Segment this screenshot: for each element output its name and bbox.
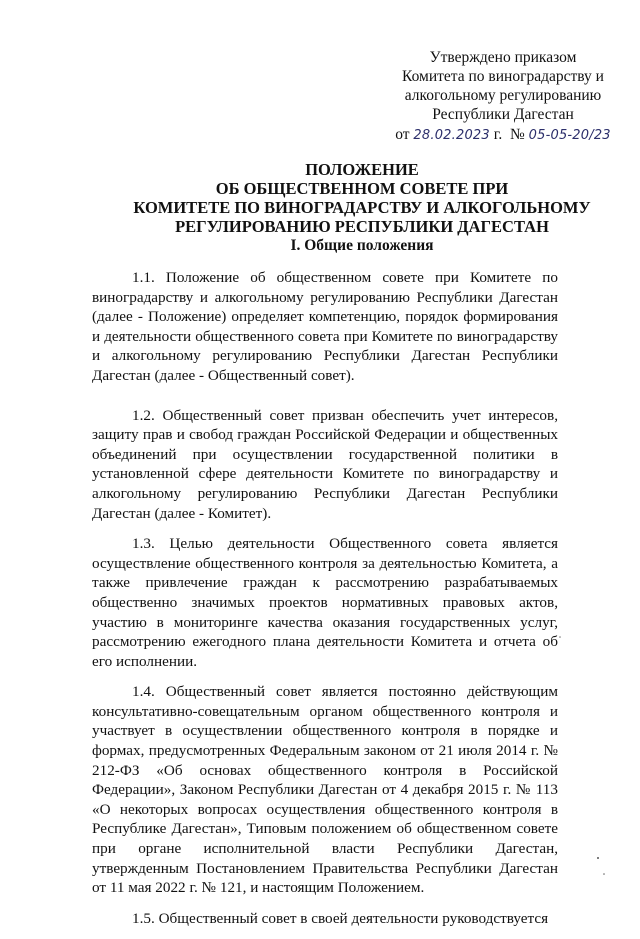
approval-line-2: Комитета по виноградарству и xyxy=(402,68,604,85)
number-label: № xyxy=(509,126,525,143)
paragraph-1-4: 1.4. Общественный совет является постоянно действующим консультативно-совещательным органом общественного контроля и участвует в осуществлении общественного контроля в порядке и формах, предусмотренных Федеральным законом от 21 июля 2014 г. № 212-ФЗ «Об основах общественного контроля в Российской Федерации», Законом Республики Дагестан от 4 декабря 2015 г. № 113 «О некоторых вопросах осуществления общественного контроля в Республике Дагестан», Типовым положением об общественном совете при органе исполнительной власти Республики Дагестан, утвержденным Постановлением Правительства Республики Дагестан от 11 мая 2022 г. № 121, и настоящим Положением. xyxy=(92,683,558,897)
paragraph-1-5: 1.5. Общественный совет в своей деятельности руководствуется xyxy=(132,909,549,927)
scan-speck xyxy=(603,873,605,875)
paragraph-1-1: 1.1. Положение об общественном совете при Комитете по виноградарству и алкогольному регулированию Республики Дагестан (далее - Положение) определяет компетенцию, порядок формирования и деятельности общественного совета при Комитете по виноградарству и алкогольному регулированию Республики Дагестан Республики Дагестан (далее - Общественный совет). xyxy=(92,269,558,384)
approval-line-3: алкогольному регулированию xyxy=(404,87,602,104)
title-line-3: КОМИТЕТЕ ПО ВИНОГРАДАРСТВУ И АЛКОГОЛЬНОМУ xyxy=(133,198,591,217)
handwritten-date: 28.02.2023 xyxy=(413,128,490,143)
paragraph-1-3: 1.3. Целью деятельности Общественного совета является осуществление общественного контроля за деятельностью Комитета, а также привлечение граждан к рассмотрению разрабатываемых общественно значимых проектов нормативных правовых актов, участию в мониторинге качества оказания государственных услуг, рассмотрению ежегодного плана деятельности Комитета и отчета об его исполнении. xyxy=(92,535,558,670)
title-line-2: ОБ ОБЩЕСТВЕННОМ СОВЕТЕ ПРИ xyxy=(215,179,509,198)
from-label: от xyxy=(395,126,410,143)
approval-line-4: Республики Дагестан xyxy=(432,106,574,123)
handwritten-number: 05-05-20/23 xyxy=(528,128,611,143)
scan-speck xyxy=(597,857,599,859)
year-suffix: г. xyxy=(493,126,503,143)
document-body xyxy=(92,268,558,939)
section-heading: I. Общие положения xyxy=(290,237,434,254)
title-line-1: ПОЛОЖЕНИЕ xyxy=(305,160,419,179)
title-line-4: РЕГУЛИРОВАНИЮ РЕСПУБЛИКИ ДАГЕСТАН xyxy=(175,217,549,236)
document-title xyxy=(92,160,632,236)
approval-line-1: Утверждено приказом xyxy=(429,49,577,66)
paragraph-1-2: 1.2. Общественный совет призван обеспечить учет интересов, защиту прав и свобод граждан Российской Федерации и общественных объединений при осуществлении государственной политики в установленной сфере деятельности Комитете по виноградарству и алкогольному регулированию Республики Дагестан Республики Дагестан (далее - Комитет). xyxy=(92,406,558,522)
approval-date-number-line xyxy=(388,125,618,145)
approval-stamp-block xyxy=(388,48,618,145)
scan-speck xyxy=(559,636,561,638)
